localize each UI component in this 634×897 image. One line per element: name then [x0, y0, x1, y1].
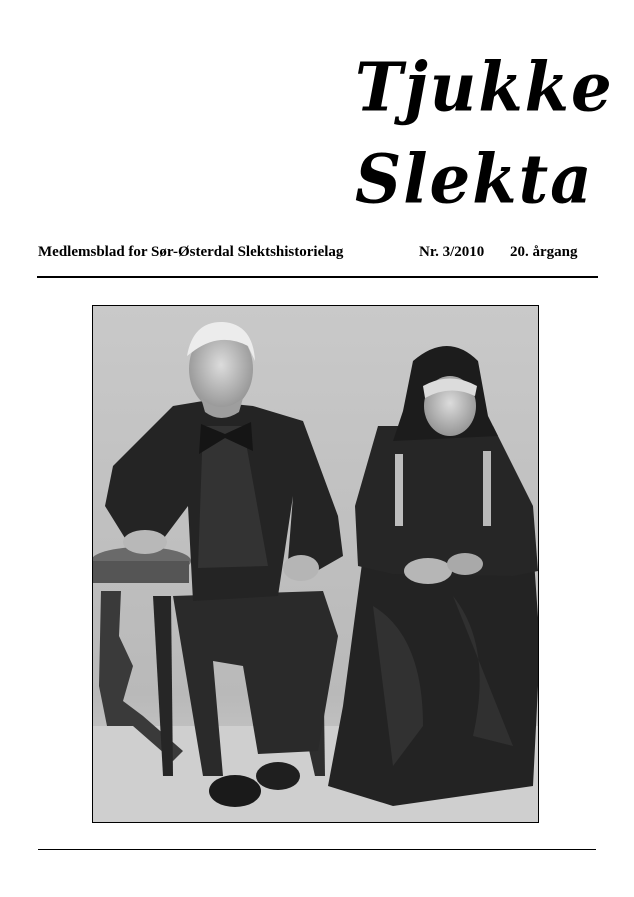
footer-divider	[38, 849, 596, 850]
subheader	[38, 244, 598, 264]
masthead-title-line-1: Tjukke	[355, 48, 614, 128]
cover-photo	[92, 305, 539, 823]
volume-number: 20. årgang	[510, 244, 578, 260]
cover-photo-illustration	[93, 306, 539, 823]
issue-number: Nr. 3/2010	[419, 244, 485, 260]
publication-name: Medlemsblad for Sør-Østerdal Slektshistorielag	[38, 244, 344, 260]
header-divider	[37, 276, 598, 278]
masthead	[355, 40, 614, 224]
masthead-title-line-2: Slekta	[355, 140, 594, 220]
